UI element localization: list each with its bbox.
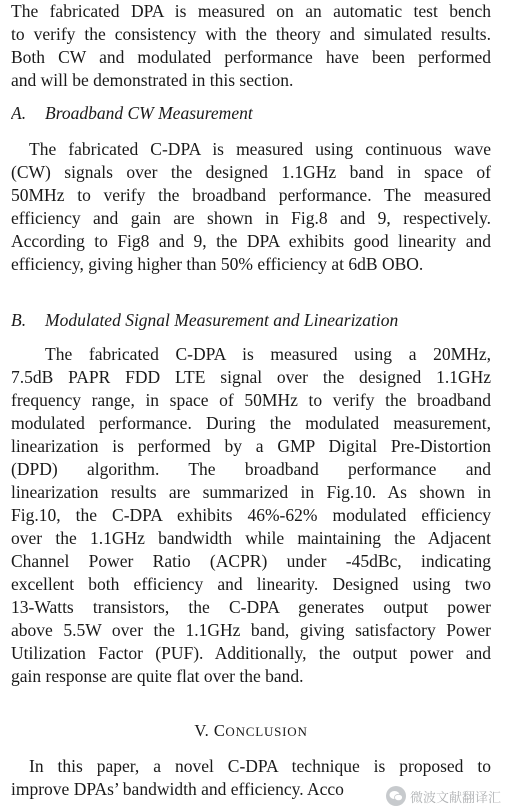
section-a-line: efficiency and gain are shown in Fig.8 and 9, respectively. — [11, 208, 491, 228]
conclusion-title-rest: ONCLUSION — [225, 724, 308, 739]
section-b-title: Modulated Signal Measurement and Linearization — [45, 310, 399, 330]
watermark — [386, 785, 510, 807]
intro-line: Both CW and modulated performance have been performed — [11, 47, 491, 67]
section-b-line: gain response are quite flat over the band. — [11, 666, 304, 686]
section-b-line: frequency range, in space of 50MHz to verify the broadband — [11, 390, 491, 410]
section-b-line: (DPD) algorithm. The broadband performance and — [11, 459, 491, 479]
intro-line: to verify the consistency with the theory and simulated results. — [11, 24, 491, 44]
section-b-line: linearization results are summarized in Fig.10. As shown in — [11, 482, 491, 502]
section-b-line: over the 1.1GHz bandwidth while maintaining the Adjacent — [11, 528, 491, 548]
intro-line: The fabricated DPA is measured on an automatic test bench — [11, 1, 491, 21]
section-a-line: According to Fig8 and 9, the DPA exhibits good linearity and — [11, 231, 491, 251]
section-b-line: The fabricated C-DPA is measured using a 20MHz, — [45, 344, 491, 364]
section-a-title: Broadband CW Measurement — [45, 103, 253, 123]
section-a-line: 50MHz to verify the broadband performance. The measured — [11, 185, 491, 205]
conclusion-title-initial: C — [213, 721, 226, 740]
conclusion-line: In this paper, a novel C-DPA technique is proposed to — [29, 756, 491, 776]
section-a-line: The fabricated C-DPA is measured using continuous wave — [29, 139, 491, 159]
section-b-line: Channel Power Ratio (ACPR) under -45dBc, indicating — [11, 551, 491, 571]
section-b-line: 7.5dB PAPR FDD LTE signal over the designed 1.1GHz — [11, 367, 491, 387]
wechat-icon — [386, 786, 406, 806]
section-b-line: Utilization Factor (PUF). Additionally, the output power and — [11, 643, 491, 663]
section-b-line: Fig.10, the C-DPA exhibits 46%-62% modulated efficiency — [11, 505, 491, 525]
section-b-heading — [11, 309, 491, 332]
section-b-line: 13-Watts transistors, the C-DPA generates output power — [11, 597, 491, 617]
section-a-heading — [11, 102, 491, 125]
conclusion-number: V. — [194, 721, 210, 740]
watermark-text: 微波文献翻译汇 — [410, 790, 502, 806]
conclusion-line: improve DPAs’ bandwidth and efficiency. Acco — [11, 779, 344, 799]
section-b-line: above 5.5W over the 1.1GHz band, giving satisfactory Power — [11, 620, 491, 640]
section-b-line: linearization is performed by a GMP Digital Pre-Distortion — [11, 436, 491, 456]
intro-line: and will be demonstrated in this section. — [11, 70, 294, 90]
section-b-line: excellent both efficiency and linearity. Designed using two — [11, 574, 491, 594]
section-a-number: A. — [11, 103, 27, 123]
section-b-line: modulated performance. During the modulated measurement, — [11, 413, 491, 433]
conclusion-heading — [11, 719, 491, 742]
section-a-line: (CW) signals over the designed 1.1GHz band in space of — [11, 162, 491, 182]
section-b-number: B. — [11, 310, 27, 330]
section-a-line: efficiency, giving higher than 50% efficiency at 6dB OBO. — [11, 254, 424, 274]
